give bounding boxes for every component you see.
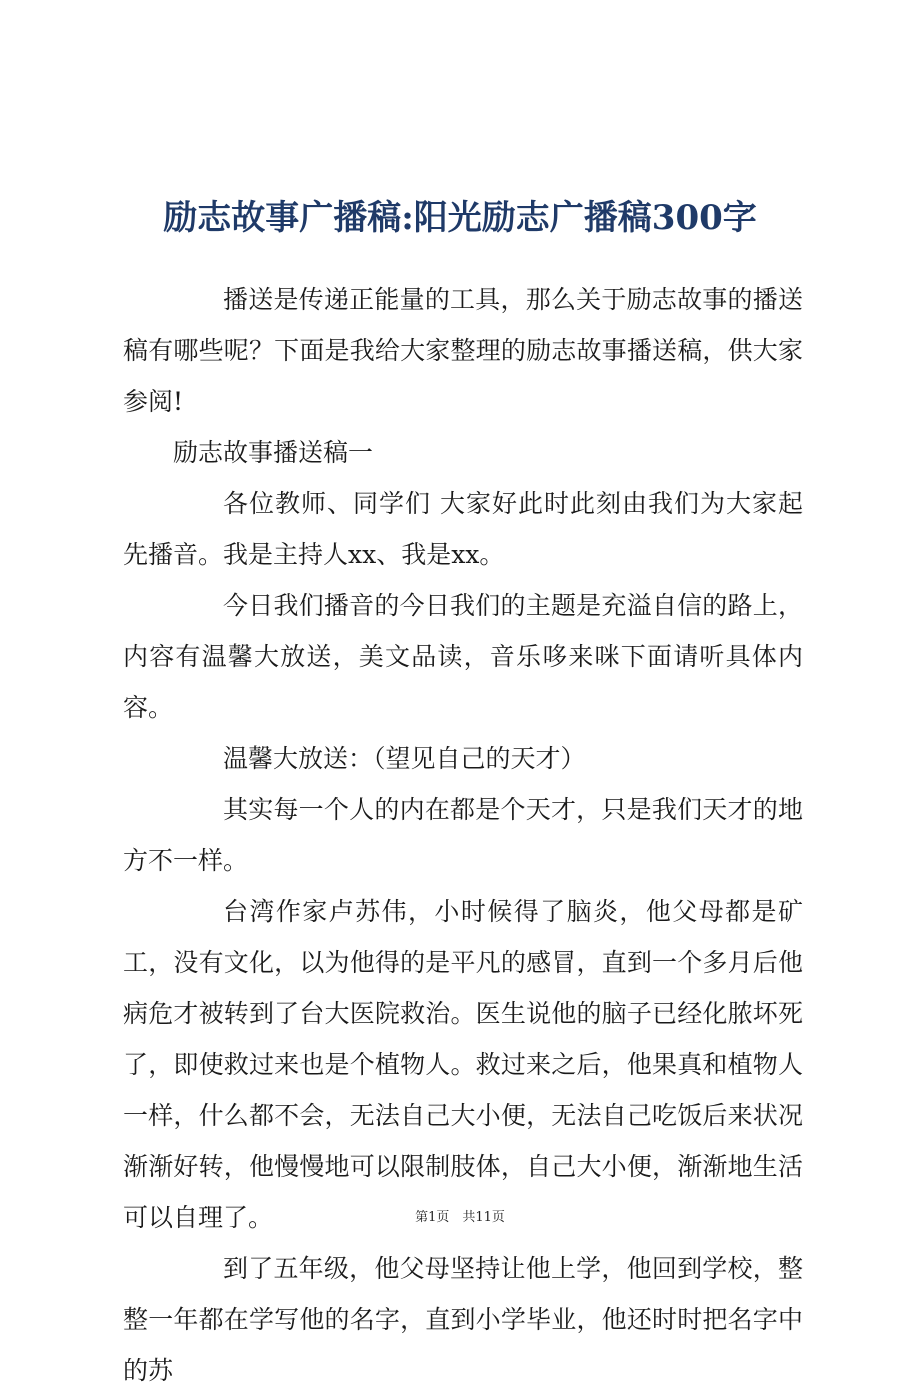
paragraph-intro: 播送是传递正能量的工具，那么关于励志故事的播送稿有哪些呢？下面是我给大家整理的励志故事播送稿，供大家参阅! [123, 285, 803, 416]
document-title: 励志故事广播稿:阳光励志广播稿300字 [163, 198, 757, 238]
section-heading: 励志故事播送稿一 [173, 438, 374, 467]
paragraph-story: 台湾作家卢苏伟，小时候得了脑炎，他父母都是矿工，没有文化，以为他得的是平凡的感冒，直到一个多月后他病危才被转到了台大医院救治。医生说他的脑子已经化脓坏死了，即使救过来也是个植物人。救过来之后，他果真和植物人一样，什么都不会，无法自己大小便，无法自己吃饭后来状况渐渐好转，他慢慢地可以限制肢体，自己大小便，渐渐地生活可以自理了。 [123, 897, 803, 1232]
paragraph-genius: 其实每一个人的内在都是个天才，只是我们天才的地方不一样。 [123, 795, 803, 875]
paragraph-school: 到了五年级，他父母坚持让他上学，他回到学校，整整一年都在学写他的名字，直到小学毕业，他还时时把名字中的苏 [123, 1254, 803, 1385]
paragraph-theme: 今日我们播音的今日我们的主题是充溢自信的路上，内容有温馨大放送，美文品读，音乐哆来咪下面请听具体内容。 [123, 591, 803, 722]
document-body [123, 274, 803, 1396]
paragraph-segment-title: 温馨大放送：（望见自己的天才） [223, 744, 586, 773]
paragraph-greeting: 各位教师、同学们 大家好此时此刻由我们为大家起先播音。我是主持人xx、我是xx。 [123, 489, 803, 569]
page-footer: 第1页 共11页 [415, 1210, 505, 1225]
